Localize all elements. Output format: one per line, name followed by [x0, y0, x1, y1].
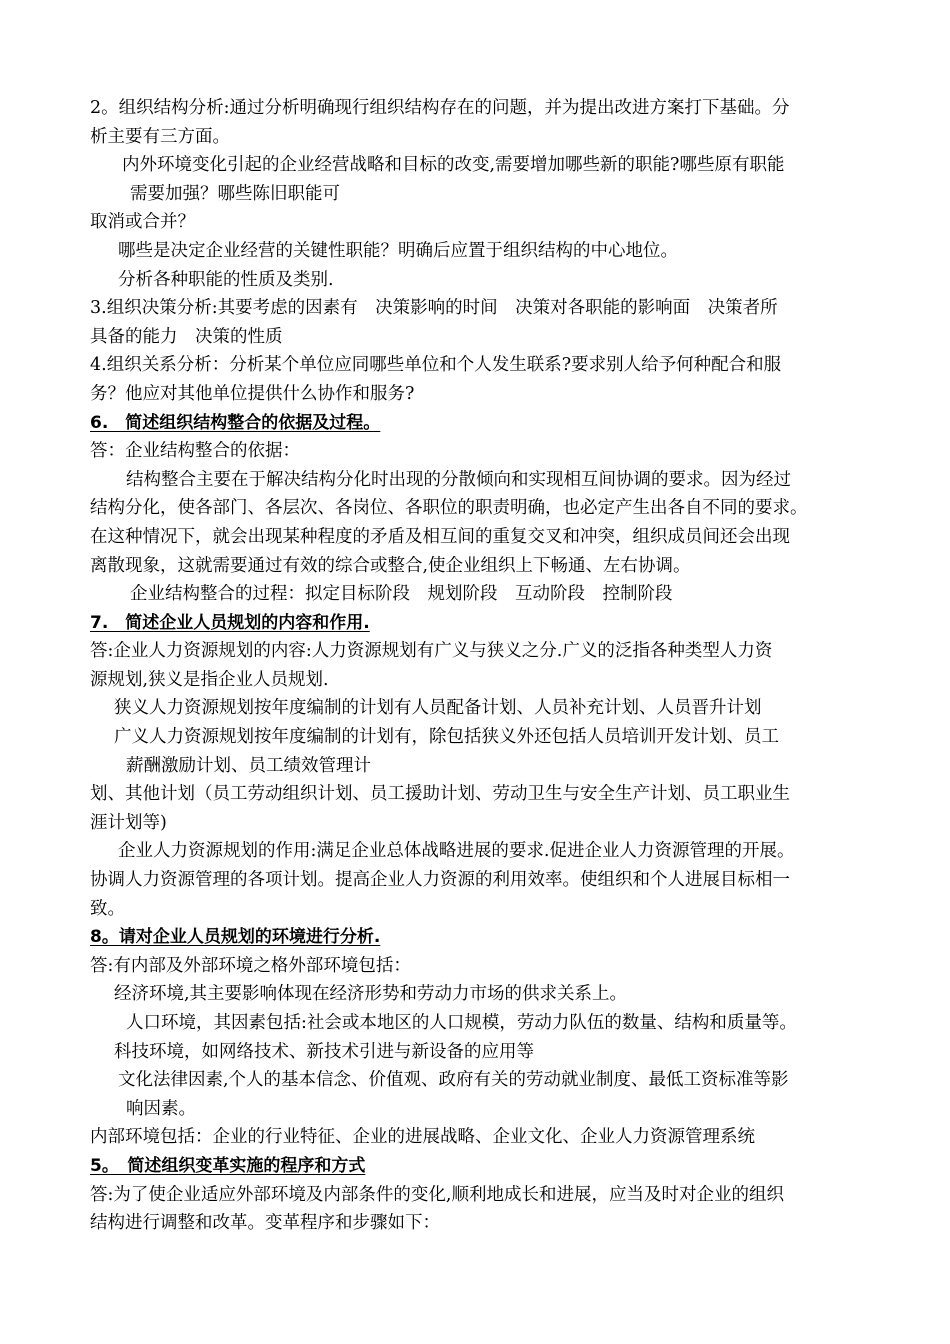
- text-line: 取消或合并？: [90, 212, 195, 233]
- text-line: 哪些是决定企业经营的关键性职能？明确后应置于组织结构的中心地位。: [118, 240, 678, 261]
- text-line: 人口环境，其因素包括:社会或本地区的人口规模，劳动力队伍的数量、结构和质量等。: [126, 1013, 797, 1033]
- text-line: 在这种情况下，就会出现某种程度的矛盾及相互间的重复交叉和冲突，组织成员间还会出现: [90, 526, 790, 547]
- text-line: 答:为了使企业适应外部环境及内部条件的变化,顺利地成长和进展，应当及时对企业的组织: [90, 1184, 784, 1205]
- text-line: 答：企业结构整合的依据：: [90, 441, 300, 462]
- text-line: 结构分化，使各部门、各层次、各岗位、各职位的职责明确，也必定产生出各自不同的要求。: [90, 498, 808, 519]
- text-line: 广义人力资源规划按年度编制的计划有，除包括狭义外还包括人员培训开发计划、员工: [114, 727, 779, 748]
- text-line: 企业结构整合的过程：拟定目标阶段 规划阶段 互动阶段 控制阶段: [130, 584, 673, 605]
- section-heading: [90, 609, 870, 638]
- text-line: 协调人力资源管理的各项计划。提高企业人力资源的利用效率。使组织和个人进展目标相一: [90, 870, 790, 891]
- text-line: 响因素。: [126, 1098, 196, 1119]
- text-line: 源规划,狭义是指企业人员规划.: [90, 669, 329, 690]
- text-line: 具备的能力 决策的性质: [90, 326, 283, 347]
- text-line: 4.组织关系分析：分析某个单位应同哪些单位和个人发生联系?要求别人给予何种配合和服: [90, 355, 782, 376]
- section-heading: [90, 923, 870, 952]
- text-line: 经济环境,其主要影响体现在经济形势和劳动力市场的供求关系上。: [114, 984, 628, 1005]
- text-line: 划、其他计划（员工劳动组织计划、员工援助计划、劳动卫生与安全生产计划、员工职业生: [90, 784, 790, 805]
- text-line: 需要加强？哪些陈旧职能可: [130, 183, 340, 204]
- text-line: 2。组织结构分析:通过分析明确现行组织结构存在的问题，并为提出改进方案打下基础。分: [90, 98, 790, 118]
- section-heading: [90, 1152, 870, 1181]
- text-line: 分析各种职能的性质及类别.: [118, 269, 334, 290]
- text-line: 析主要有三方面。: [90, 126, 230, 147]
- text-line: 致。: [90, 898, 125, 919]
- text-line: 3.组织决策分析:其要考虑的因素有 决策影响的时间 决策对各职能的影响面 决策者所: [90, 298, 778, 319]
- text-line: 狭义人力资源规划按年度编制的计划有人员配备计划、人员补充计划、人员晋升计划: [114, 698, 762, 719]
- section-heading: [90, 409, 870, 438]
- section-heading-text: 5。 简述组织变革实施的程序和方式: [90, 1155, 366, 1176]
- text-line: 结构整合主要在于解决结构分化时出现的分散倾向和实现相互间协调的要求。因为经过: [126, 469, 791, 490]
- section-heading-text: 6. 简述组织结构整合的依据及过程。: [90, 412, 381, 433]
- text-line: 涯计划等): [90, 812, 167, 833]
- section-heading-text: 8。请对企业人员规划的环境进行分析.: [90, 927, 381, 948]
- text-line: 务？他应对其他单位提供什么协作和服务?: [90, 383, 415, 404]
- text-line: 企业人力资源规划的作用:满足企业总体战略进展的要求.促进企业人力资源管理的开展。: [118, 841, 795, 862]
- text-line: 薪酬激励计划、员工绩效管理计: [126, 755, 371, 776]
- text-line: 内部环境包括：企业的行业特征、企业的进展战略、企业文化、企业人力资源管理系统: [90, 1127, 755, 1148]
- document-page: [90, 94, 870, 1238]
- text-line: 离散现象，这就需要通过有效的综合或整合,使企业组织上下畅通、左右协调。: [90, 555, 691, 576]
- text-line: 科技环境，如网络技术、新技术引进与新设备的应用等: [114, 1041, 534, 1062]
- text-line: 答:企业人力资源规划的内容:人力资源规划有广义与狭义之分.广义的泛指各种类型人力资: [90, 641, 773, 662]
- section-heading-text: 7. 简述企业人员规划的内容和作用.: [90, 612, 370, 633]
- text-line: 内外环境变化引起的企业经营战略和目标的改变,需要增加哪些新的职能?哪些原有职能: [122, 155, 785, 176]
- text-line: 文化法律因素,个人的基本信念、价值观、政府有关的劳动就业制度、最低工资标准等影: [118, 1070, 789, 1091]
- text-line: 结构进行调整和改革。变革程序和步骤如下：: [90, 1213, 440, 1234]
- text-line: 答:有内部及外部环境之格外部环境包括：: [90, 955, 411, 976]
